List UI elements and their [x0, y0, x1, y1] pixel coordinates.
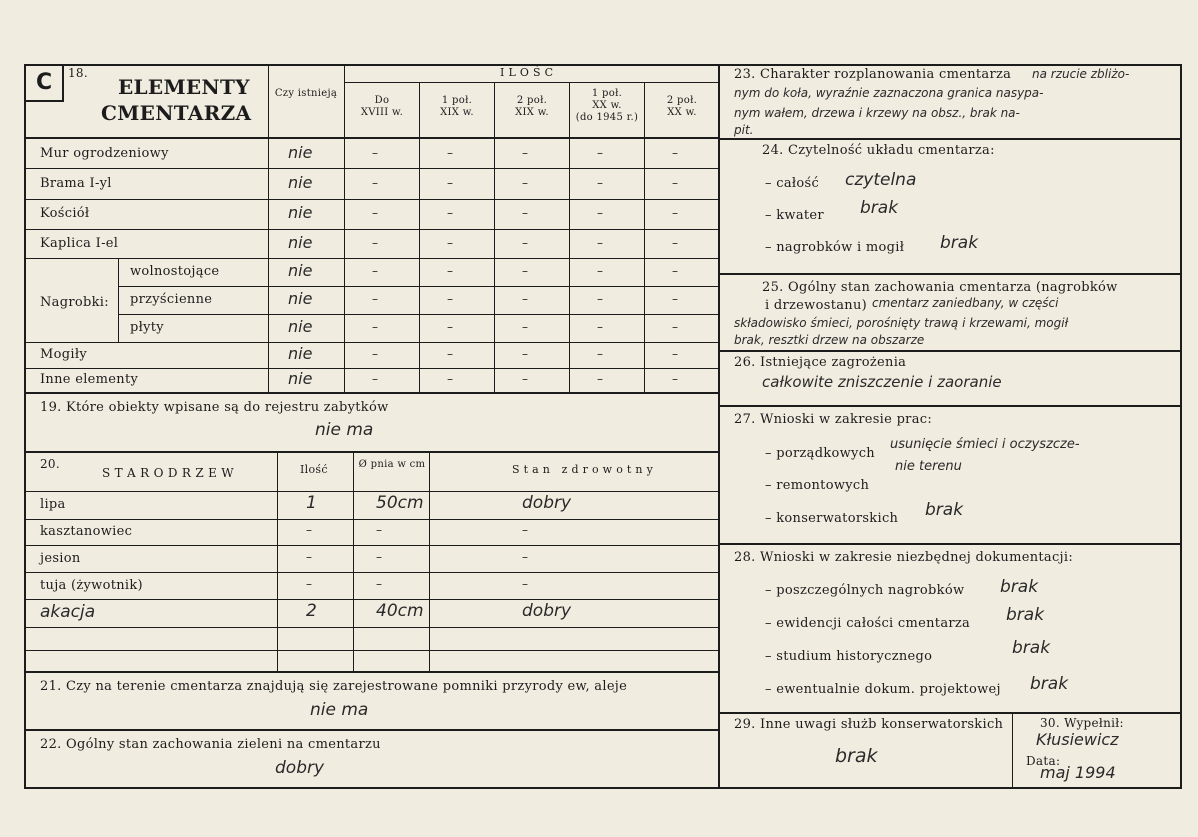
- grid-line: [494, 82, 495, 392]
- q22-answer: dobry: [275, 758, 325, 778]
- q28-item-0-answer: brak: [1000, 577, 1039, 597]
- element-row-period-value: –: [597, 235, 603, 250]
- grid-line: [24, 451, 718, 453]
- grid-line: [718, 712, 1182, 714]
- element-row-period-value: –: [672, 206, 678, 220]
- element-row-period-value: –: [372, 145, 378, 160]
- section-letter: C: [36, 70, 53, 95]
- elements-row-divider: [24, 168, 718, 169]
- element-row-exists: nie: [288, 289, 313, 308]
- q20-number: 20.: [40, 457, 60, 471]
- tree-row-diameter: –: [376, 549, 382, 564]
- q30-label: 30. Wypełnił:: [1040, 716, 1124, 730]
- q23-label: 23. Charakter rozplanowania cmentarza: [734, 67, 1012, 82]
- grid-line: [718, 138, 1182, 140]
- tree-row-divider: [24, 572, 718, 573]
- q30-date-label: Data:: [1026, 754, 1061, 768]
- q28-item-2-answer: brak: [1012, 638, 1051, 658]
- element-row-period-value: –: [672, 372, 678, 386]
- q24-label: 24. Czytelność układu cmentarza:: [762, 143, 995, 158]
- element-row-period-value: –: [522, 347, 528, 361]
- tree-row-divider: [24, 650, 718, 651]
- elements-row-divider: [24, 199, 718, 200]
- q20-title: S T A R O D R Z E W: [102, 466, 234, 480]
- section-title-line1: ELEMENTY: [118, 75, 250, 99]
- q27-item-1-answer: nie terenu: [895, 459, 962, 474]
- element-row-period-value: –: [447, 320, 453, 334]
- tree-row-diameter: –: [376, 576, 382, 591]
- grid-line: [1012, 712, 1013, 788]
- section-number: 18.: [68, 66, 88, 80]
- q26-label: 26. Istniejące zagrożenia: [734, 355, 907, 370]
- element-row-period-value: –: [372, 235, 378, 250]
- element-row-period-value: –: [597, 175, 603, 190]
- grid-line: [24, 671, 718, 673]
- element-row-period-value: –: [672, 235, 678, 250]
- element-row-period-value: –: [597, 264, 603, 278]
- tree-row-diameter: 50cm: [376, 493, 424, 513]
- grid-line: [569, 82, 570, 392]
- q25-label-line2: i drzewostanu): [765, 298, 867, 313]
- element-row-period-value: –: [522, 206, 528, 220]
- element-row-exists: nie: [288, 317, 313, 336]
- q28-item-1-label: – ewidencji całości cmentarza: [765, 616, 971, 631]
- grid-line: [718, 543, 1182, 545]
- q24-item-1-answer: brak: [860, 198, 899, 218]
- element-row-exists: nie: [288, 172, 313, 192]
- tree-row-health: dobry: [522, 493, 572, 513]
- element-row-period-value: –: [447, 175, 453, 190]
- tree-row-health: –: [522, 576, 528, 591]
- tree-row-name: akacja: [40, 602, 96, 622]
- element-row-period-value: –: [372, 206, 378, 220]
- q20-col-count: Ilość: [300, 463, 328, 476]
- q21-answer: nie ma: [310, 700, 369, 720]
- grid-line: [353, 451, 354, 671]
- q28-item-1-answer: brak: [1006, 605, 1045, 625]
- tree-row-diameter: –: [376, 523, 382, 537]
- element-row-label: wolnostojące: [130, 264, 220, 279]
- element-row-period-value: –: [672, 347, 678, 361]
- q27-item-0-label: – porządkowych: [765, 446, 875, 461]
- element-row-period-value: –: [372, 175, 378, 190]
- element-row-period-value: –: [522, 175, 528, 190]
- tree-row-health: –: [522, 549, 528, 564]
- elements-row-divider: [118, 286, 718, 287]
- element-row-label: Inne elementy: [40, 372, 139, 387]
- section-title-line2: CMENTARZA: [101, 101, 252, 125]
- tree-row-count: –: [306, 576, 312, 591]
- q22-label: 22. Ogólny stan zachowania zieleni na cmentarzu: [40, 737, 381, 752]
- elements-row-divider: [118, 314, 718, 315]
- col-exists-header: Czy istnieją: [274, 88, 338, 99]
- frame-right: [1180, 64, 1182, 789]
- q20-col-diam: Ø pnia w cm: [358, 459, 426, 470]
- grid-line: [344, 82, 718, 83]
- q25-answer-line2: składowisko śmieci, porośnięty trawą i krzewami, mogił: [734, 316, 1069, 330]
- q28-item-3-answer: brak: [1030, 674, 1069, 694]
- elements-row-divider: [24, 229, 718, 230]
- element-row-label: Kaplica I-el: [40, 235, 119, 251]
- element-row-period-value: –: [447, 145, 453, 160]
- element-row-label: Mogiły: [40, 347, 87, 362]
- element-row-period-value: –: [672, 145, 678, 160]
- element-row-label: Brama I-yl: [40, 175, 112, 191]
- tree-row-name: jesion: [40, 550, 81, 566]
- element-row-period-value: –: [447, 264, 453, 278]
- q25-label-line1: 25. Ogólny stan zachowania cmentarza (nagrobków: [762, 280, 1118, 295]
- period-header-2: 2 poł. XIX w.: [515, 95, 549, 118]
- element-row-period-value: –: [597, 372, 603, 386]
- element-row-period-value: –: [522, 145, 528, 160]
- element-row-period-value: –: [672, 175, 678, 190]
- grid-line: [24, 491, 718, 492]
- elements-row-divider: [24, 258, 718, 259]
- q25-answer-line1: cmentarz zaniedbany, w części: [872, 296, 1059, 310]
- tree-row-diameter: 40cm: [376, 601, 424, 621]
- element-row-period-value: –: [372, 292, 378, 306]
- q23-answer-line2: nym do koła, wyraźnie zaznaczona granica nasypa-: [734, 86, 1044, 100]
- element-row-period-value: –: [372, 264, 378, 278]
- element-row-period-value: –: [447, 347, 453, 361]
- grid-line: [419, 82, 420, 392]
- element-row-period-value: –: [597, 320, 603, 334]
- grid-line: [277, 451, 278, 671]
- q24-item-1-label: – kwater: [765, 208, 824, 223]
- tree-row-divider: [24, 599, 718, 600]
- element-row-label: przyścienne: [130, 292, 213, 307]
- element-row-label: Mur ogrodzeniowy: [40, 145, 169, 161]
- tree-row-count: –: [306, 523, 312, 537]
- grid-line: [718, 273, 1182, 275]
- period-header-3: 1 poł. XX w. (do 1945 r.): [575, 88, 639, 123]
- q29-answer: brak: [835, 745, 878, 767]
- q23-answer-line4: pit.: [734, 123, 754, 137]
- tree-row-name: lipa: [40, 497, 66, 512]
- element-row-period-value: –: [372, 347, 378, 361]
- tree-row-health: –: [522, 523, 528, 537]
- tree-row-health: dobry: [522, 601, 572, 621]
- q24-item-2-label: – nagrobków i mogił: [765, 240, 905, 255]
- grid-line: [429, 451, 430, 671]
- tree-row-divider: [24, 519, 718, 520]
- element-row-label: Kościół: [40, 206, 90, 221]
- element-row-period-value: –: [447, 292, 453, 306]
- q26-answer: całkowite zniszczenie i zaoranie: [762, 373, 1002, 391]
- period-header-0: Do XVIII w.: [360, 95, 404, 118]
- grid-line: [24, 729, 718, 731]
- element-row-label: płyty: [130, 320, 164, 335]
- q23-answer-line1: na rzucie zbliżo-: [1032, 67, 1130, 81]
- elements-row-divider: [24, 342, 718, 343]
- q28-item-3-label: – ewentualnie dokum. projektowej: [765, 682, 1001, 697]
- tree-row-name: tuja (żywotnik): [40, 577, 143, 593]
- element-row-period-value: –: [522, 372, 528, 386]
- q27-label: 27. Wnioski w zakresie prac:: [734, 412, 933, 427]
- element-row-period-value: –: [597, 206, 603, 220]
- grid-line: [718, 405, 1182, 407]
- q30-date: maj 1994: [1040, 763, 1116, 782]
- element-row-exists: nie: [288, 203, 313, 222]
- q23-answer-line3: nym wałem, drzewa i krzewy na obsz., brak na-: [734, 106, 1020, 120]
- element-row-exists: nie: [288, 344, 313, 363]
- frame-left: [24, 64, 26, 789]
- column-divider: [718, 64, 720, 789]
- q19-answer: nie ma: [315, 420, 374, 440]
- elements-row-divider: [24, 368, 718, 369]
- element-row-period-value: –: [522, 292, 528, 306]
- q24-item-2-answer: brak: [940, 233, 979, 253]
- element-row-period-value: –: [597, 347, 603, 361]
- q27-item-2-answer: brak: [925, 500, 964, 520]
- element-row-exists: nie: [288, 232, 313, 252]
- q20-col-health: S t a n z d r o w o t n y: [512, 463, 654, 476]
- element-row-period-value: –: [522, 264, 528, 278]
- element-row-period-value: –: [597, 292, 603, 306]
- grid-line: [24, 137, 718, 139]
- q29-label: 29. Inne uwagi służb konserwatorskich: [734, 717, 1004, 732]
- q27-item-2-label: – konserwatorskich: [765, 511, 899, 526]
- tree-row-name: kasztanowiec: [40, 524, 133, 539]
- period-header-1: 1 poł. XIX w.: [440, 95, 474, 118]
- tree-row-count: –: [306, 549, 312, 564]
- col-ilosc-header: I L O Ś C: [500, 66, 554, 79]
- tree-row-count: 1: [306, 493, 317, 513]
- element-row-period-value: –: [672, 292, 678, 306]
- element-row-period-value: –: [522, 235, 528, 250]
- q24-item-0-answer: czytelna: [845, 170, 917, 190]
- element-row-period-value: –: [597, 145, 603, 160]
- q27-item-1-label: – remontowych: [765, 478, 870, 493]
- q25-answer-line3: brak, resztki drzew na obszarze: [734, 333, 925, 347]
- q19-label: 19. Które obiekty wpisane są do rejestru zabytków: [40, 400, 389, 415]
- q21-label: 21. Czy na terenie cmentarza znajdują się zarejestrowane pomniki przyrody ew, aleje: [40, 679, 628, 694]
- q28-label: 28. Wnioski w zakresie niezbędnej dokumentacji:: [734, 550, 1074, 565]
- tree-row-divider: [24, 627, 718, 628]
- element-row-period-value: –: [672, 320, 678, 334]
- element-row-period-value: –: [447, 206, 453, 220]
- frame-bottom: [24, 787, 1182, 789]
- q27-item-0-answer: usunięcie śmieci i oczyszcze-: [890, 437, 1080, 452]
- grid-line: [718, 350, 1182, 352]
- element-row-period-value: –: [447, 235, 453, 250]
- q28-item-2-label: – studium historycznego: [765, 649, 933, 664]
- element-row-period-value: –: [447, 372, 453, 386]
- element-row-period-value: –: [672, 264, 678, 278]
- q24-item-0-label: – całość: [765, 176, 820, 191]
- element-row-exists: nie: [288, 369, 313, 388]
- frame-top: [24, 64, 1182, 66]
- element-row-period-value: –: [372, 372, 378, 386]
- q28-item-0-label: – poszczególnych nagrobków: [765, 583, 965, 598]
- element-row-period-value: –: [372, 320, 378, 334]
- element-row-period-value: –: [522, 320, 528, 334]
- element-row-exists: nie: [288, 142, 313, 162]
- nagrobki-label: Nagrobki:: [40, 295, 109, 310]
- period-header-4: 2 poł. XX w.: [666, 95, 698, 118]
- tree-row-divider: [24, 545, 718, 546]
- grid-line: [24, 392, 718, 394]
- tree-row-count: 2: [306, 601, 317, 621]
- q30-signature: Kłusiewicz: [1036, 730, 1119, 749]
- element-row-exists: nie: [288, 261, 313, 280]
- grid-line: [118, 258, 119, 342]
- grid-line: [644, 82, 645, 392]
